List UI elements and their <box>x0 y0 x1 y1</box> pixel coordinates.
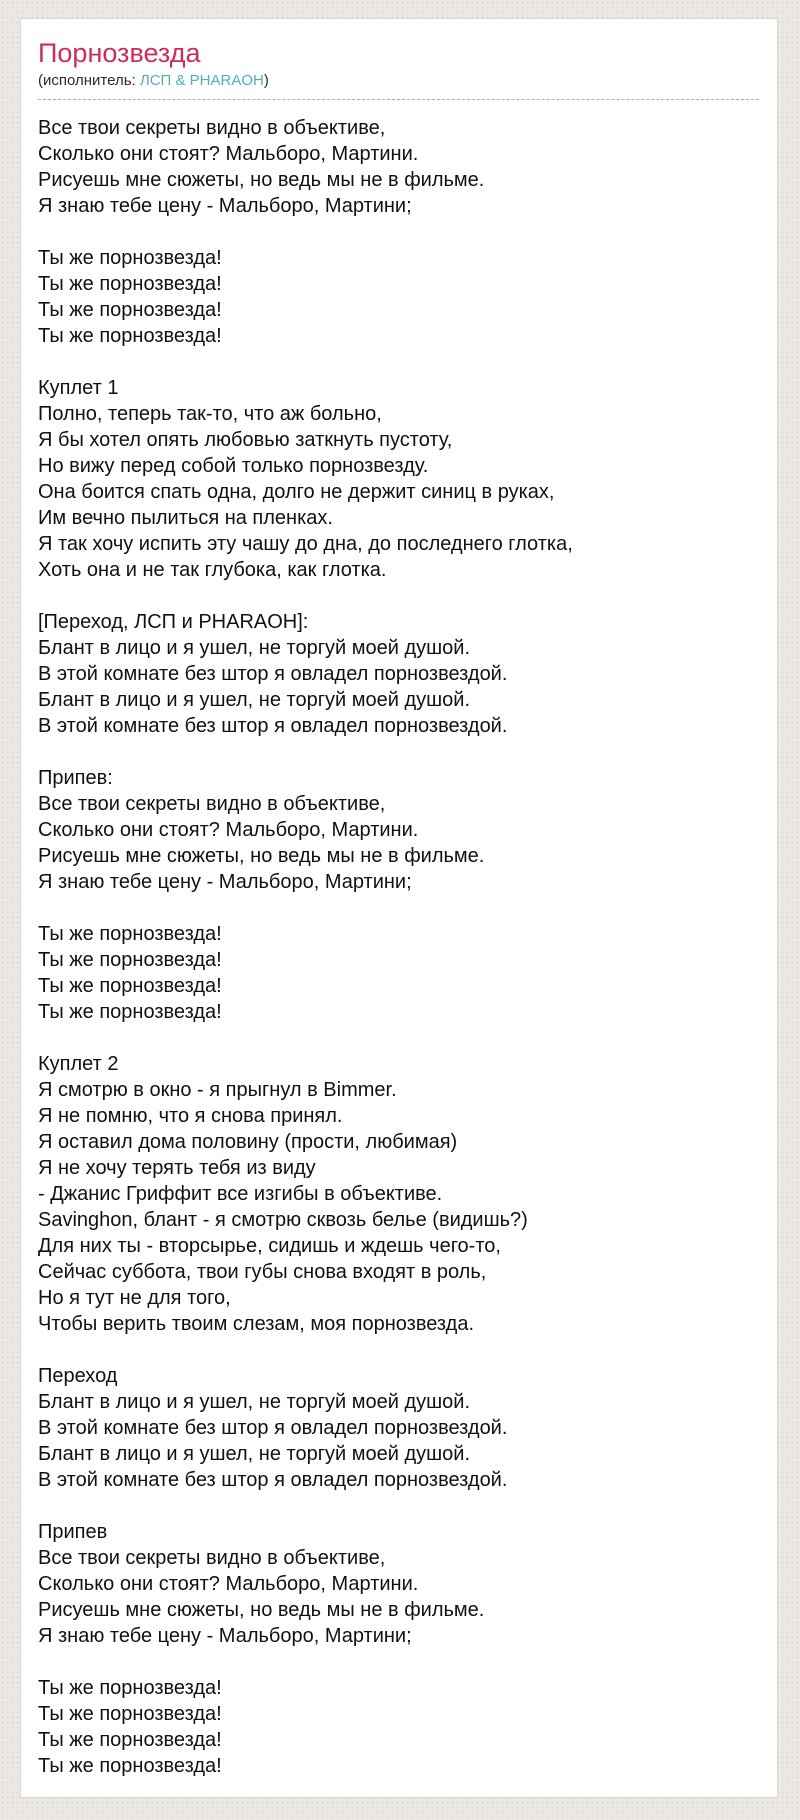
lyric-line: В этой комнате без штор я овладел порнозвездой. <box>38 663 508 686</box>
lyric-line: Но я тут не для того, <box>38 1287 231 1310</box>
lyric-line: В этой комнате без штор я овладел порнозвездой. <box>38 1417 508 1440</box>
lyric-line: Сколько они стоят? Мальборо, Мартини. <box>38 1573 419 1596</box>
stanza <box>38 1051 759 1337</box>
lyric-line: Ты же порнозвезда! <box>38 949 222 972</box>
lyric-line: Припев: <box>38 767 113 790</box>
lyric-line: Я смотрю в окно - я прыгнул в Bimmer. <box>38 1079 397 1102</box>
song-header <box>38 38 759 100</box>
lyric-line: Переход <box>38 1365 118 1388</box>
lyric-line: Я знаю тебе цену - Мальборо, Мартини; <box>38 1625 412 1648</box>
stanza <box>38 1675 759 1779</box>
stanza <box>38 245 759 349</box>
lyric-line: В этой комнате без штор я овладел порнозвездой. <box>38 715 508 738</box>
lyric-line: Рисуешь мне сюжеты, но ведь мы не в фильме. <box>38 169 485 192</box>
lyric-line: Все твои секреты видно в объективе, <box>38 1547 386 1570</box>
lyric-line: Я знаю тебе цену - Мальборо, Мартини; <box>38 195 412 218</box>
lyric-line: Ты же порнозвезда! <box>38 1703 222 1726</box>
lyric-line: Ты же порнозвезда! <box>38 1001 222 1024</box>
lyric-line: Savinghon, блант - я смотрю сквозь белье (видишь?) <box>38 1209 528 1232</box>
lyric-line: Ты же порнозвезда! <box>38 975 222 998</box>
lyric-line: Полно, теперь так-то, что аж больно, <box>38 403 382 426</box>
lyric-line: Рисуешь мне сюжеты, но ведь мы не в фильме. <box>38 1599 485 1622</box>
stanza <box>38 609 759 739</box>
artist-label-prefix: (исполнитель: <box>38 72 140 90</box>
lyric-line: Я так хочу испить эту чашу до дна, до последнего глотка, <box>38 533 573 556</box>
lyric-line: Блант в лицо и я ушел, не торгуй моей душой. <box>38 1391 471 1414</box>
lyric-line: Я не помню, что я снова принял. <box>38 1105 343 1128</box>
lyric-line: Куплет 2 <box>38 1053 119 1076</box>
lyric-line: Сколько они стоят? Мальборо, Мартини. <box>38 819 419 842</box>
lyric-line: Блант в лицо и я ушел, не торгуй моей душой. <box>38 1443 471 1466</box>
lyric-line: Чтобы верить твоим слезам, моя порнозвезда. <box>38 1313 475 1336</box>
artist-label-suffix: ) <box>263 72 269 90</box>
lyric-line: Я бы хотел опять любовью заткнуть пустоту, <box>38 429 453 452</box>
lyric-line: Но вижу перед собой только порнозвезду. <box>38 455 429 478</box>
lyric-line: Куплет 1 <box>38 377 119 400</box>
lyrics <box>38 115 759 1779</box>
lyric-line: Им вечно пылиться на пленках. <box>38 507 333 530</box>
lyric-line: Она боится спать одна, долго не держит синиц в руках, <box>38 481 555 504</box>
stanza <box>38 921 759 1025</box>
lyric-line: Я оставил дома половину (прости, любимая) <box>38 1131 458 1154</box>
lyric-line: Все твои секреты видно в объективе, <box>38 793 386 816</box>
lyric-line: - Джанис Гриффит все изгибы в объективе. <box>38 1183 443 1206</box>
lyric-line: Рисуешь мне сюжеты, но ведь мы не в фильме. <box>38 845 485 868</box>
artist-link[interactable]: ЛСП & PHARAOH <box>139 72 264 90</box>
lyric-line: Я знаю тебе цену - Мальборо, Мартини; <box>38 871 412 894</box>
lyric-line: Все твои секреты видно в объективе, <box>38 117 386 140</box>
lyric-line: Ты же порнозвезда! <box>38 923 222 946</box>
lyric-line: Ты же порнозвезда! <box>38 1729 222 1752</box>
lyrics-card <box>20 18 778 1798</box>
artist-line <box>38 72 759 90</box>
lyric-line: Я не хочу терять тебя из виду <box>38 1157 316 1180</box>
lyric-line: В этой комнате без штор я овладел порнозвездой. <box>38 1469 508 1492</box>
lyric-line: Блант в лицо и я ушел, не торгуй моей душой. <box>38 637 471 660</box>
lyric-line: Ты же порнозвезда! <box>38 299 222 322</box>
lyric-line: Ты же порнозвезда! <box>38 273 222 296</box>
stanza <box>38 1363 759 1493</box>
lyric-line: Хоть она и не так глубока, как глотка. <box>38 559 387 582</box>
lyric-line: Ты же порнозвезда! <box>38 1755 222 1778</box>
stanza <box>38 1519 759 1649</box>
stanza <box>38 765 759 895</box>
lyric-line: Ты же порнозвезда! <box>38 1677 222 1700</box>
lyric-line: Сколько они стоят? Мальборо, Мартини. <box>38 143 419 166</box>
stanza <box>38 115 759 219</box>
song-title: Порнозвезда <box>38 38 201 68</box>
lyric-line: Для них ты - вторсырье, сидишь и ждешь чего-то, <box>38 1235 501 1258</box>
stanza <box>38 375 759 583</box>
lyric-line: Блант в лицо и я ушел, не торгуй моей душой. <box>38 689 471 712</box>
lyric-line: [Переход, ЛСП и PHARAOH]: <box>38 611 309 634</box>
lyric-line: Ты же порнозвезда! <box>38 325 222 348</box>
lyric-line: Припев <box>38 1521 108 1544</box>
lyric-line: Ты же порнозвезда! <box>38 247 222 270</box>
lyric-line: Сейчас суббота, твои губы снова входят в роль, <box>38 1261 487 1284</box>
